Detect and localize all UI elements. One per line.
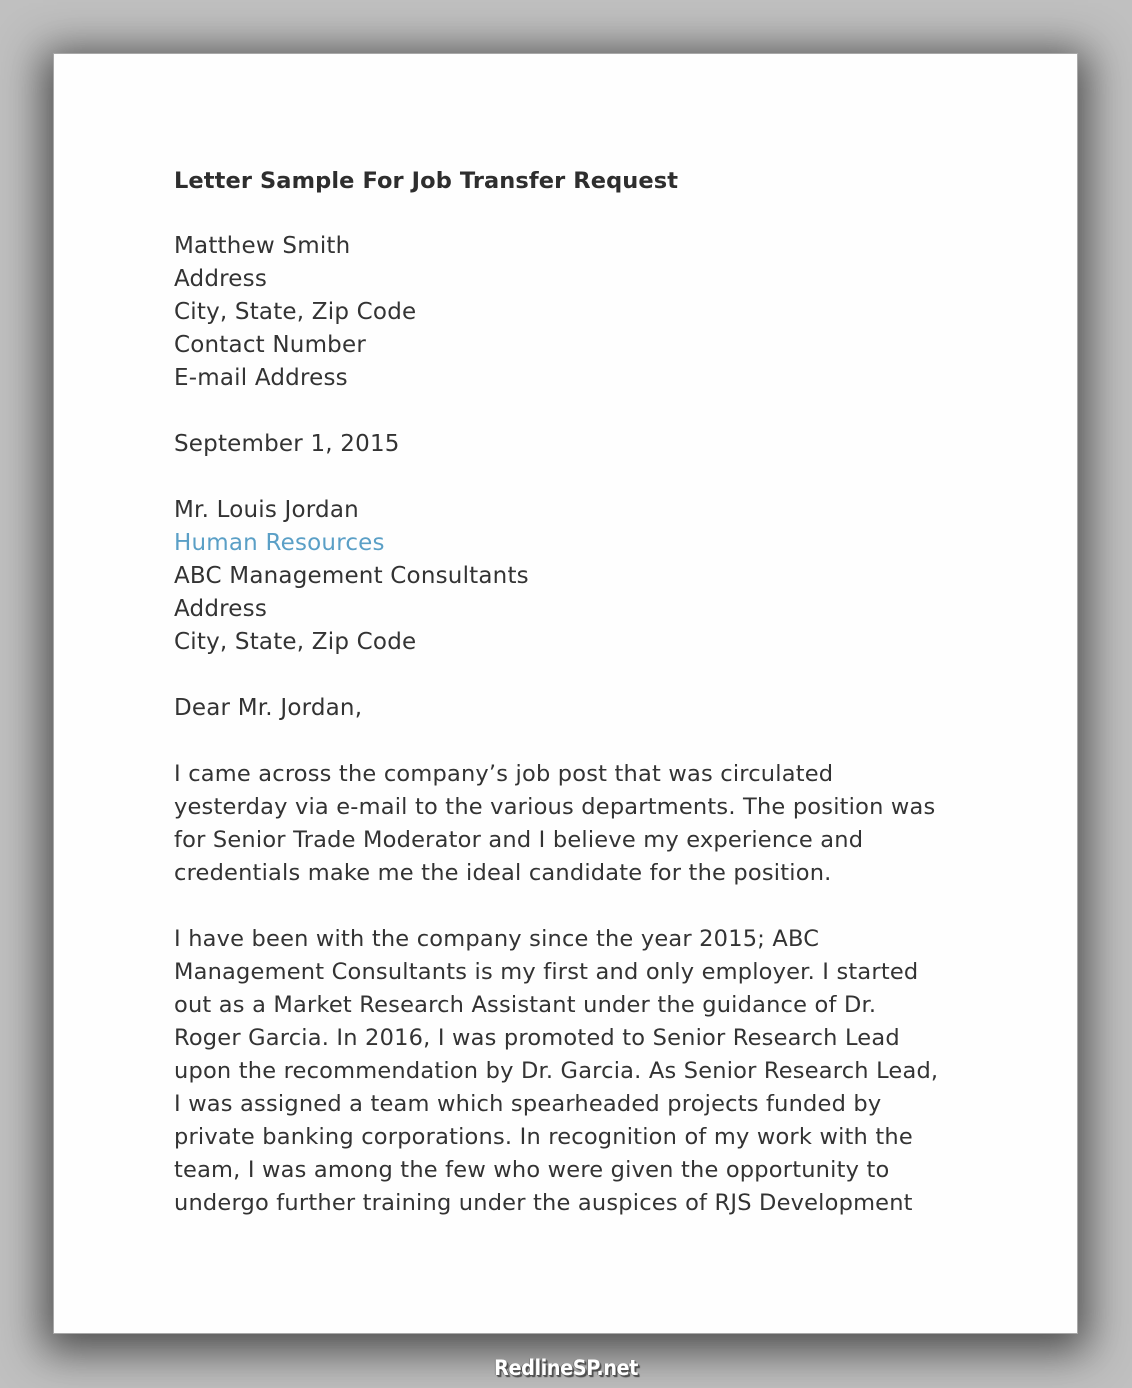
recipient-city-state-zip: City, State, Zip Code [174, 629, 417, 655]
paragraph-line: out as a Market Research Assistant under the guidance of Dr. [174, 992, 877, 1018]
letter-date: September 1, 2015 [174, 431, 400, 457]
recipient-name: Mr. Louis Jordan [174, 497, 359, 523]
paragraph-line: for Senior Trade Moderator and I believe my experience and [174, 827, 864, 853]
paragraph-line: Management Consultants is my first and only employer. I started [174, 959, 919, 985]
sender-contact: Contact Number [174, 332, 366, 358]
sender-city-state-zip: City, State, Zip Code [174, 299, 417, 325]
date-block [174, 428, 964, 461]
recipient-company: ABC Management Consultants [174, 563, 529, 589]
letter-page [53, 53, 1078, 1334]
paragraph-line: I have been with the company since the year 2015; ABC [174, 926, 820, 952]
salutation-block [174, 692, 964, 725]
paragraph-line: private banking corporations. In recognition of my work with the [174, 1124, 913, 1150]
body-paragraph-1 [174, 758, 964, 890]
sender-email: E-mail Address [174, 365, 348, 391]
sender-block [174, 230, 964, 395]
sender-address: Address [174, 266, 267, 292]
paragraph-line: Roger Garcia. In 2016, I was promoted to Senior Research Lead [174, 1025, 900, 1051]
paragraph-line: I came across the company’s job post that was circulated [174, 761, 834, 787]
salutation: Dear Mr. Jordan, [174, 695, 363, 721]
paragraph-line: upon the recommendation by Dr. Garcia. As Senior Research Lead, [174, 1058, 939, 1084]
body-paragraph-2 [174, 923, 964, 1220]
paragraph-line: undergo further training under the auspices of RJS Development [174, 1190, 913, 1216]
paragraph-line: yesterday via e-mail to the various departments. The position was [174, 794, 936, 820]
document-title: Letter Sample For Job Transfer Request [174, 168, 679, 194]
paragraph-line: team, I was among the few who were given the opportunity to [174, 1157, 890, 1183]
recipient-block [174, 494, 964, 659]
sender-name: Matthew Smith [174, 233, 351, 259]
recipient-address: Address [174, 596, 267, 622]
letter-content [174, 166, 964, 1253]
recipient-department-link[interactable]: Human Resources [174, 530, 385, 556]
paragraph-line: credentials make me the ideal candidate for the position. [174, 860, 832, 886]
paragraph-line: I was assigned a team which spearheaded projects funded by [174, 1091, 882, 1117]
watermark: RedlineSP.net [494, 1356, 638, 1380]
